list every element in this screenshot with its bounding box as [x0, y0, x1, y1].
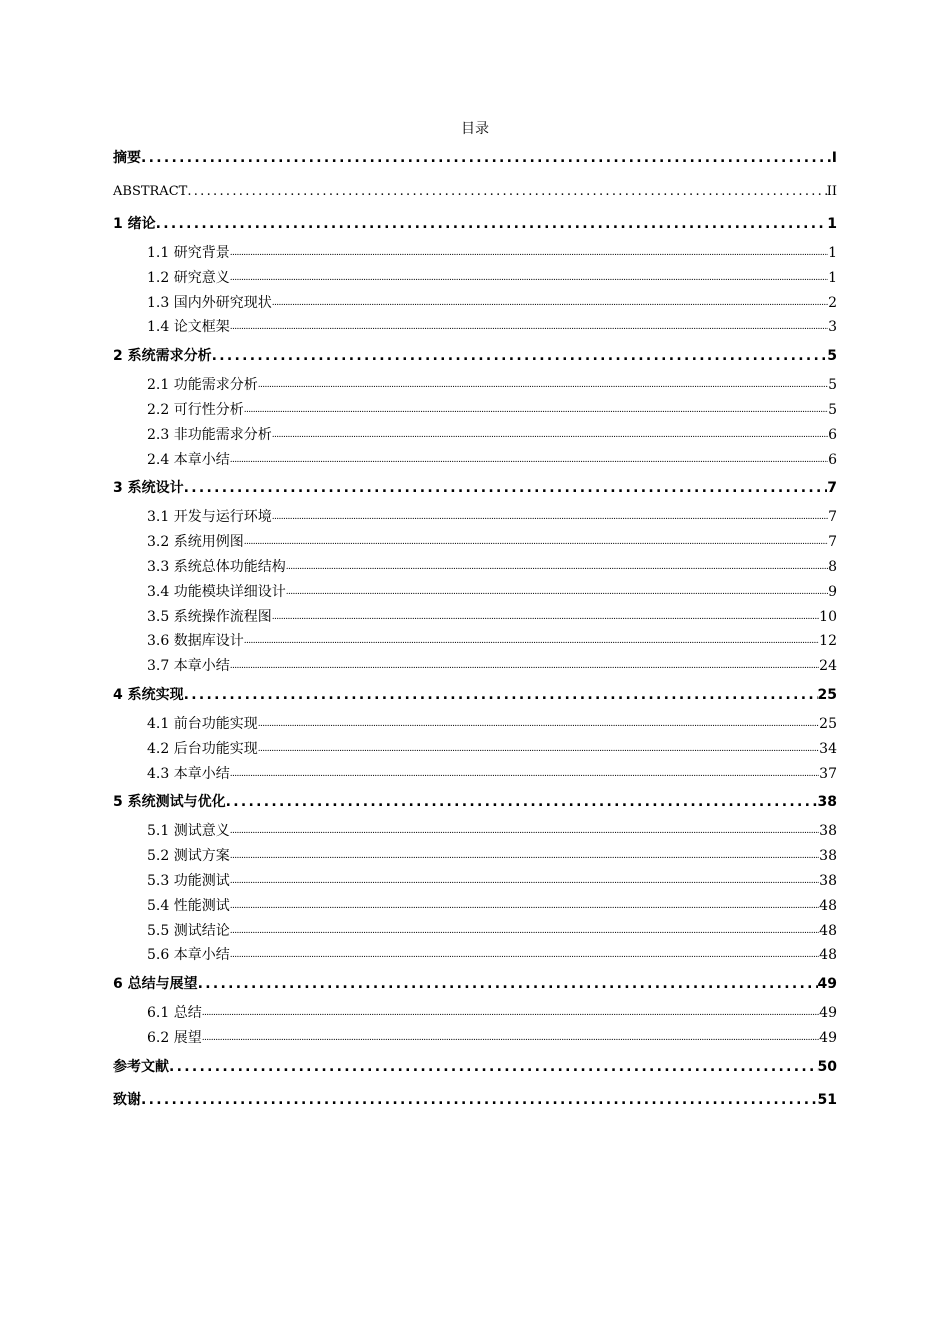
toc-entry-page: 5 — [827, 348, 837, 365]
toc-chapter-5[interactable] — [113, 786, 837, 819]
dot-leader — [258, 737, 819, 762]
toc-section-3-4[interactable] — [113, 580, 837, 605]
dot-leader — [230, 894, 819, 919]
toc-entry-page: 1 — [827, 216, 837, 232]
toc-entry-label: 1.2 研究意义 — [147, 269, 230, 286]
toc-entry-label: 4 系统实现 — [113, 686, 184, 703]
dot-leader — [244, 530, 828, 555]
toc-entry-label: 6.1 总结 — [147, 1005, 202, 1022]
toc-entry-abstract-cn[interactable] — [113, 142, 837, 175]
dot-leader — [272, 505, 828, 530]
toc-entry-page: 8 — [828, 558, 837, 575]
toc-section-5-6[interactable] — [113, 943, 837, 968]
toc-entry-label: 2 系统需求分析 — [113, 348, 212, 365]
toc-entry-label: 5.3 功能测试 — [147, 872, 230, 889]
toc-entry-page: 9 — [828, 583, 837, 600]
table-of-contents — [113, 142, 837, 1117]
toc-entry-label: 6.2 展望 — [147, 1029, 202, 1046]
toc-entry-label: 3.6 数据库设计 — [147, 633, 244, 650]
toc-entry-page: 1 — [828, 269, 837, 286]
toc-entry-page: 6 — [828, 426, 837, 443]
toc-section-3-2[interactable] — [113, 530, 837, 555]
dot-leader — [230, 919, 819, 944]
page-title: 目录 — [461, 121, 489, 137]
toc-entry-label: 2.1 功能需求分析 — [147, 377, 258, 394]
toc-entry-page: 38 — [817, 794, 837, 811]
toc-entry-label: 4.2 后台功能实现 — [147, 740, 258, 757]
dot-leader — [141, 142, 832, 175]
toc-entry-label: 参考文献 — [113, 1058, 169, 1075]
dot-leader — [202, 1026, 819, 1051]
dot-leader — [272, 423, 828, 448]
toc-entry-page: 6 — [828, 451, 837, 468]
toc-entry-page: 7 — [828, 509, 837, 526]
dot-leader — [258, 373, 828, 398]
toc-entry-page: II — [826, 184, 837, 199]
toc-section-5-5[interactable] — [113, 919, 837, 944]
toc-section-3-7[interactable] — [113, 654, 837, 679]
toc-entry-page: 3 — [828, 319, 837, 336]
toc-entry-label: 3.3 系统总体功能结构 — [147, 558, 286, 575]
toc-chapter-2[interactable] — [113, 340, 837, 373]
toc-chapter-4[interactable] — [113, 679, 837, 712]
toc-section-5-4[interactable] — [113, 894, 837, 919]
dot-leader — [230, 241, 828, 266]
dot-leader — [286, 580, 828, 605]
toc-entry-label: 4.1 前台功能实现 — [147, 715, 258, 732]
toc-entry-page: 49 — [819, 1005, 837, 1022]
toc-entry-page: 51 — [817, 1091, 837, 1108]
toc-entry-page: 38 — [819, 823, 837, 840]
toc-entry-label: 3.2 系统用例图 — [147, 534, 244, 551]
toc-section-4-2[interactable] — [113, 737, 837, 762]
toc-entry-page: 10 — [819, 608, 837, 625]
toc-section-6-2[interactable] — [113, 1026, 837, 1051]
toc-entry-label: 3.7 本章小结 — [147, 658, 230, 675]
toc-entry-page: 25 — [817, 686, 837, 703]
dot-leader — [272, 291, 828, 316]
toc-entry-page: 12 — [819, 633, 837, 650]
toc-entry-page: 1 — [828, 245, 837, 261]
toc-section-5-2[interactable] — [113, 844, 837, 869]
toc-entry-abstract-en[interactable] — [113, 175, 837, 208]
dot-leader — [230, 844, 819, 869]
toc-section-3-3[interactable] — [113, 555, 837, 580]
toc-chapter-6[interactable] — [113, 968, 837, 1001]
toc-section-1-1[interactable] — [113, 241, 837, 266]
toc-entry-page: 25 — [819, 715, 837, 732]
toc-entry-page: 49 — [817, 976, 837, 993]
toc-section-1-4[interactable] — [113, 315, 837, 340]
toc-chapter-1[interactable] — [113, 208, 837, 241]
toc-entry-page: 7 — [827, 480, 837, 497]
toc-entry-page: 37 — [819, 765, 837, 782]
toc-chapter-3[interactable] — [113, 472, 837, 505]
dot-leader — [230, 266, 828, 291]
toc-entry-label: 3 系统设计 — [113, 480, 184, 497]
toc-entry-label: 5.5 测试结论 — [147, 922, 230, 939]
toc-entry-page: 50 — [817, 1058, 837, 1075]
toc-entry-page: 38 — [819, 848, 837, 865]
toc-section-2-2[interactable] — [113, 398, 837, 423]
toc-entry-page: 48 — [819, 947, 837, 964]
dot-leader — [244, 398, 828, 423]
toc-entry-label: 1 绪论 — [113, 216, 156, 232]
dot-leader — [212, 340, 828, 373]
toc-entry-references[interactable] — [113, 1051, 837, 1084]
dot-leader — [230, 819, 819, 844]
toc-entry-label: 摘要 — [113, 150, 141, 166]
dot-leader — [286, 555, 828, 580]
dot-leader — [230, 762, 819, 787]
toc-entry-page: 48 — [819, 897, 837, 914]
dot-leader — [230, 943, 819, 968]
toc-entry-label: 5.2 测试方案 — [147, 848, 230, 865]
toc-entry-page: 7 — [828, 534, 837, 551]
dot-leader — [230, 869, 819, 894]
toc-entry-page: I — [831, 150, 837, 166]
toc-section-2-3[interactable] — [113, 423, 837, 448]
toc-section-4-1[interactable] — [113, 712, 837, 737]
toc-section-2-1[interactable] — [113, 373, 837, 398]
dot-leader — [258, 712, 819, 737]
toc-entry-label: 6 总结与展望 — [113, 976, 198, 993]
toc-entry-label: 1.3 国内外研究现状 — [147, 294, 272, 311]
dot-leader — [272, 605, 819, 630]
toc-section-3-5[interactable] — [113, 605, 837, 630]
toc-entry-page: 49 — [819, 1029, 837, 1046]
toc-entry-label: 3.5 系统操作流程图 — [147, 608, 272, 625]
dot-leader — [187, 175, 826, 208]
toc-entry-label: 5.1 测试意义 — [147, 823, 230, 840]
dot-leader — [141, 1084, 818, 1117]
dot-leader — [226, 786, 818, 819]
dot-leader — [184, 472, 828, 505]
dot-leader — [230, 315, 828, 340]
dot-leader — [198, 968, 818, 1001]
dot-leader — [230, 654, 819, 679]
toc-entry-page: 38 — [819, 872, 837, 889]
toc-entry-label: 4.3 本章小结 — [147, 765, 230, 782]
dot-leader — [169, 1051, 818, 1084]
toc-entry-label: 5 系统测试与优化 — [113, 794, 226, 811]
dot-leader — [230, 448, 828, 473]
toc-section-1-3[interactable] — [113, 291, 837, 316]
toc-entry-label: 2.3 非功能需求分析 — [147, 426, 272, 443]
toc-entry-label: ABSTRACT — [113, 184, 188, 199]
toc-entry-label: 2.4 本章小结 — [147, 451, 230, 468]
toc-section-5-3[interactable] — [113, 869, 837, 894]
toc-entry-page: 5 — [828, 377, 837, 394]
toc-section-3-6[interactable] — [113, 629, 837, 654]
toc-entry-label: 2.2 可行性分析 — [147, 401, 244, 418]
toc-entry-page: 24 — [819, 658, 837, 675]
dot-leader — [202, 1001, 819, 1026]
toc-entry-label: 3.4 功能模块详细设计 — [147, 583, 286, 600]
toc-section-4-3[interactable] — [113, 762, 837, 787]
toc-entry-acknowledgements[interactable] — [113, 1084, 837, 1117]
toc-entry-label: 5.4 性能测试 — [147, 897, 230, 914]
toc-section-3-1[interactable] — [113, 505, 837, 530]
toc-entry-page: 5 — [828, 401, 837, 418]
toc-entry-label: 1.1 研究背景 — [147, 245, 230, 261]
dot-leader — [156, 208, 828, 241]
toc-section-2-4[interactable] — [113, 448, 837, 473]
toc-entry-page: 48 — [819, 922, 837, 939]
toc-entry-label: 5.6 本章小结 — [147, 947, 230, 964]
toc-entry-page: 2 — [828, 294, 837, 311]
toc-entry-label: 致谢 — [113, 1091, 141, 1108]
toc-section-6-1[interactable] — [113, 1001, 837, 1026]
dot-leader — [244, 629, 819, 654]
toc-entry-label: 3.1 开发与运行环境 — [147, 509, 272, 526]
dot-leader — [184, 679, 818, 712]
toc-entry-label: 1.4 论文框架 — [147, 319, 230, 336]
toc-section-5-1[interactable] — [113, 819, 837, 844]
toc-entry-page: 34 — [819, 740, 837, 757]
toc-section-1-2[interactable] — [113, 266, 837, 291]
